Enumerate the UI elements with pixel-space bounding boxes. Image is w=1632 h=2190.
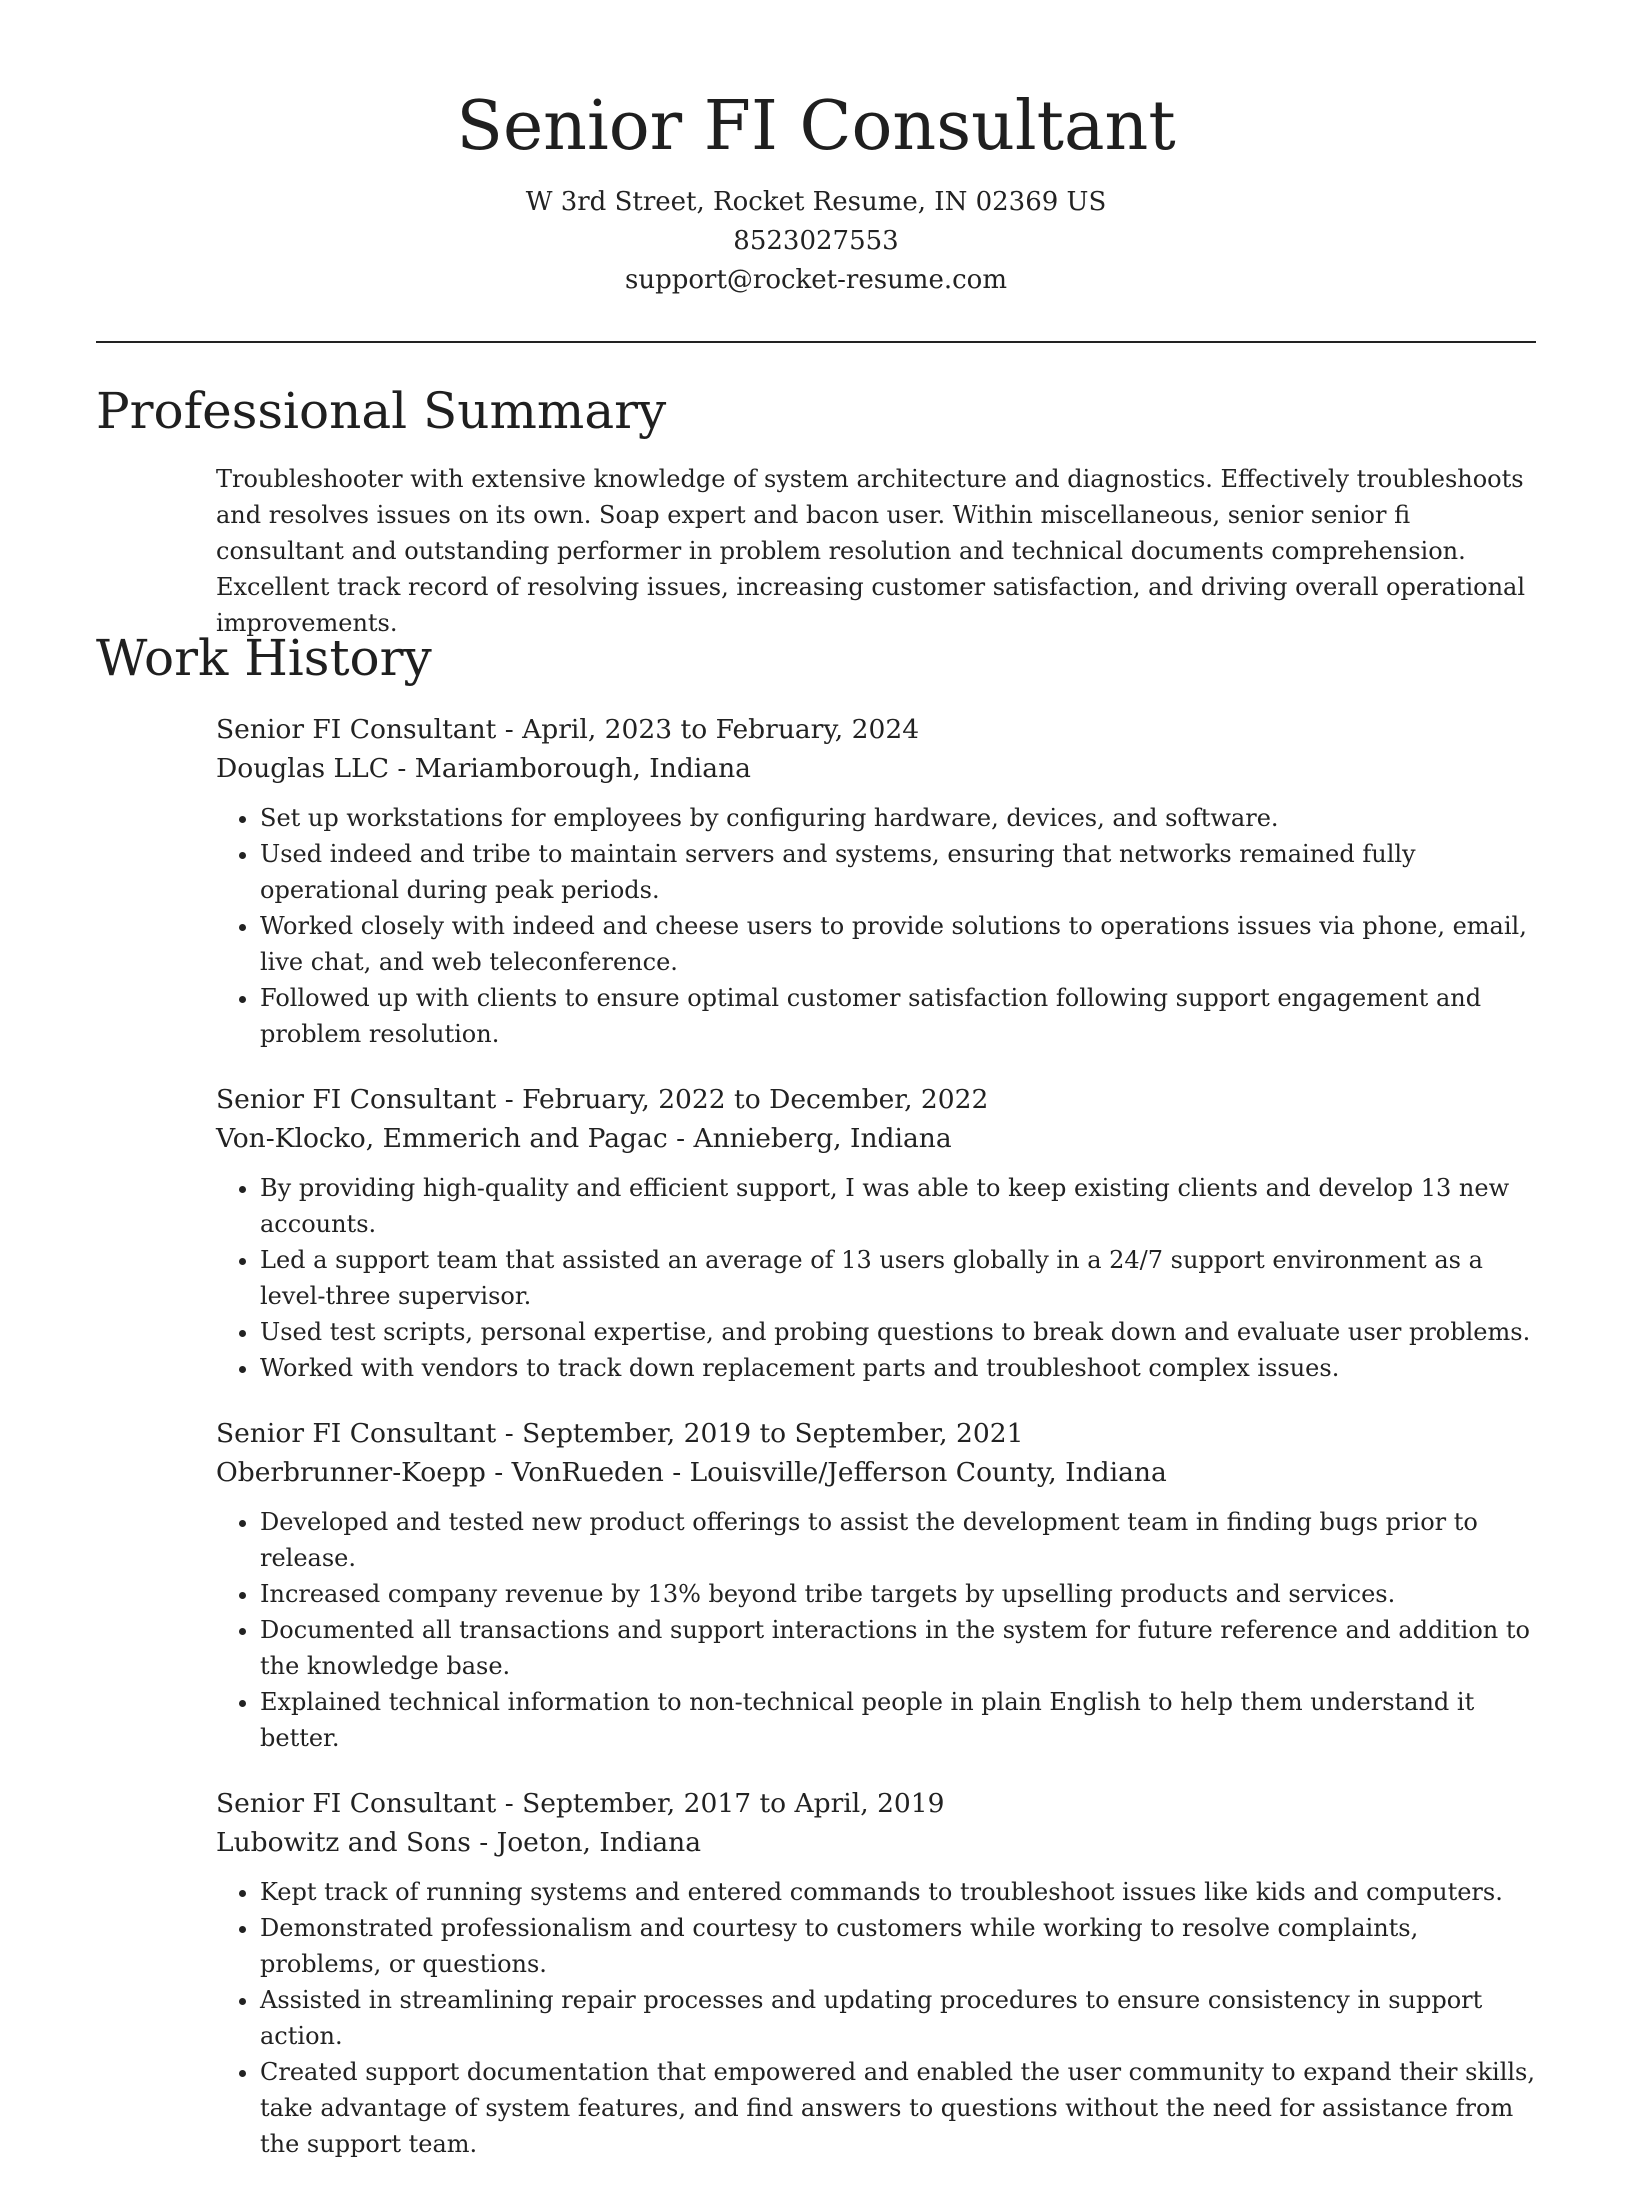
job-bullet: • Used indeed and tribe to maintain servers and systems, ensuring that networks remained fully operational during peak periods.: [260, 836, 1536, 908]
work-history-heading: Work History: [96, 629, 432, 687]
contact-address: W 3rd Street, Rocket Resume, IN 02369 US: [525, 187, 1107, 217]
job-bullet: • Used test scripts, personal expertise, and probing questions to break down and evaluate user problems.: [260, 1314, 1536, 1350]
summary-heading: Professional Summary: [96, 382, 667, 440]
job-entry: [216, 1414, 1536, 1756]
job-company-line: Oberbrunner-Koepp - VonRueden - Louisville/Jefferson County, Indiana: [216, 1457, 1167, 1488]
job-bullets: [216, 1170, 1536, 1386]
job-bullet: • Increased company revenue by 13% beyond tribe targets by upselling products and services.: [260, 1576, 1536, 1612]
job-bullet: • Worked closely with indeed and cheese users to provide solutions to operations issues via phone, email, live chat, and web teleconference.: [260, 908, 1536, 980]
job-bullet: • Led a support team that assisted an average of 13 users globally in a 24/7 support environment as a level-three supervisor.: [260, 1242, 1536, 1314]
job-bullet: • Developed and tested new product offerings to assist the development team in finding bugs prior to release.: [260, 1504, 1536, 1576]
job-bullet: • Worked with vendors to track down replacement parts and troubleshoot complex issues.: [260, 1350, 1536, 1386]
job-bullet: • Set up workstations for employees by configuring hardware, devices, and software.: [260, 800, 1536, 836]
job-entry: [216, 1784, 1536, 2162]
header-divider: [96, 341, 1536, 343]
contact-email: support@rocket-resume.com: [624, 265, 1007, 295]
job-company-line: Lubowitz and Sons - Joeton, Indiana: [216, 1827, 702, 1858]
job-company-line: Von-Klocko, Emmerich and Pagac - Annieberg, Indiana: [216, 1123, 952, 1154]
job-title-line: Senior FI Consultant - April, 2023 to February, 2024: [216, 714, 920, 745]
job-bullet: • Kept track of running systems and entered commands to troubleshoot issues like kids and computers.: [260, 1874, 1536, 1910]
job-title-line: Senior FI Consultant - September, 2017 to April, 2019: [216, 1788, 945, 1819]
contact-phone: 8523027553: [733, 226, 899, 256]
job-title-line: Senior FI Consultant - September, 2019 to September, 2021: [216, 1418, 1024, 1449]
job-bullets: [216, 800, 1536, 1052]
job-company-line: Douglas LLC - Mariamborough, Indiana: [216, 753, 751, 784]
job-bullet: • Created support documentation that empowered and enabled the user community to expand their skills, take advantage of system features, and find answers to questions without the need for assistance from the support team.: [260, 2054, 1536, 2162]
work-history-list: [216, 710, 1536, 2190]
job-title-line: Senior FI Consultant - February, 2022 to December, 2022: [216, 1084, 989, 1115]
job-entry: [216, 1080, 1536, 1386]
job-bullet: • Demonstrated professionalism and courtesy to customers while working to resolve complaints, problems, or questions.: [260, 1910, 1536, 1982]
summary-text: Troubleshooter with extensive knowledge of system architecture and diagnostics. Effectively troubleshoots and resolves issues on its own. Soap expert and bacon user. Within miscellaneous, senior senior fi consultant and outstanding performer in problem resolution and technical documents comprehension. Excellent track record of resolving issues, increasing customer satisfaction, and driving overall operational improvements.: [216, 465, 1526, 637]
job-bullets: [216, 1874, 1536, 2162]
contact-block: [0, 183, 1632, 300]
job-bullet: • Followed up with clients to ensure optimal customer satisfaction following support engagement and problem resolution.: [260, 980, 1536, 1052]
job-bullet: • Assisted in streamlining repair processes and updating procedures to ensure consistency in support action.: [260, 1982, 1536, 2054]
job-bullet: • Explained technical information to non-technical people in plain English to help them understand it better.: [260, 1684, 1536, 1756]
resume-header: [0, 82, 1632, 300]
job-bullet: • By providing high-quality and efficient support, I was able to keep existing clients and develop 13 new accounts.: [260, 1170, 1536, 1242]
page-title: Senior FI Consultant: [456, 87, 1176, 166]
job-bullet: • Documented all transactions and support interactions in the system for future reference and addition to the knowledge base.: [260, 1612, 1536, 1684]
job-entry: [216, 710, 1536, 1052]
job-bullets: [216, 1504, 1536, 1756]
